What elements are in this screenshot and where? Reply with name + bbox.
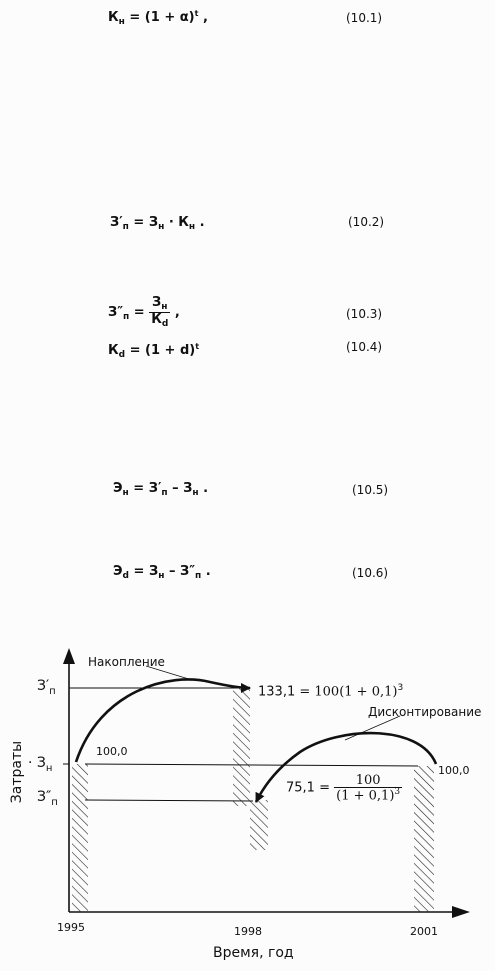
y-tick-zp-prime: $З'_п$ xyxy=(37,678,56,697)
hatch-bar-1998-bottom xyxy=(250,800,268,850)
eq5-lhs-sub: н xyxy=(122,488,129,498)
eq6-rhs-sub: н xyxy=(158,571,165,581)
eq1-rhs: = (1 + α) xyxy=(129,10,195,25)
eq3-frac-top: З xyxy=(152,295,162,310)
eq4-rhs-sup: t xyxy=(195,342,200,351)
eq2-lhs: З′ xyxy=(110,215,123,230)
eq3-number: (10.3) xyxy=(346,307,383,321)
eq1-lhs-sub: н xyxy=(118,17,125,27)
eq2-rhs-sub: н xyxy=(158,222,165,232)
eq1-rhs-sup: t xyxy=(194,9,199,18)
eq1-number: (10.1) xyxy=(346,11,383,25)
y-axis-label: Затраты xyxy=(9,740,26,804)
label-accumulation: Накопление xyxy=(88,655,165,669)
eq6-rhs: = З xyxy=(133,564,159,579)
eq5-number: (10.5) xyxy=(352,483,389,497)
eq1-tail: , xyxy=(202,10,208,25)
y-tick-zp-double-prime: $З''_п$ xyxy=(37,789,58,808)
eq2-lhs-sub: п xyxy=(122,222,129,232)
eq3-lhs: З″ xyxy=(108,305,124,320)
eq6-lhs: Э xyxy=(113,564,123,579)
equation-10-3: $З''_п$ = $\frac{З_н}{К_d}$ , xyxy=(108,295,180,329)
x-tick-1998: 1998 xyxy=(234,925,262,938)
eq3-tail: , xyxy=(174,305,180,320)
eq2-rhs2: · К xyxy=(168,215,189,230)
eq1-lhs: К xyxy=(108,10,119,25)
eq3-frac-bot: К xyxy=(151,312,162,327)
x-tick-2001: 2001 xyxy=(410,925,438,938)
eq5-rhs2: – З xyxy=(172,481,193,496)
eq2-number: (10.2) xyxy=(348,215,385,229)
value-base-right: 100,0 xyxy=(438,764,470,777)
y-axis-arrowhead xyxy=(63,648,75,664)
eq3-lhs-sub: п xyxy=(123,312,130,322)
x-tick-1995: 1995 xyxy=(57,921,85,934)
eq5-rhs-sub: п xyxy=(161,488,168,498)
eq6-number: (10.6) xyxy=(352,566,389,580)
eq6-lhs-sub: d xyxy=(122,571,129,581)
eq5-tail: . xyxy=(203,481,209,496)
x-axis-label: Время, год xyxy=(213,945,294,961)
discounting-leader xyxy=(345,716,400,740)
eq2-rhs2-sub: н xyxy=(188,222,196,232)
label-discounting: Дисконтирование xyxy=(368,705,482,719)
value-base-left: 100,0 xyxy=(96,745,128,758)
hatch-bar-1998-top xyxy=(233,688,250,806)
y-tick-zn-label: · $З_н$ xyxy=(28,755,53,774)
eq5-rhs2-sub: н xyxy=(192,488,199,498)
eq4-lhs-sub: d xyxy=(118,350,126,360)
eq4-number: (10.4) xyxy=(346,340,383,354)
eq2-rhs: = З xyxy=(133,215,159,230)
eq2-tail: . xyxy=(199,215,205,230)
x-axis-arrowhead xyxy=(452,906,470,918)
formula-discount: 75,1 = $\frac{100}{(1 + 0,1)^3}$ xyxy=(286,773,401,804)
formula-compound: $133,1 = 100(1 + 0,1)^3$ xyxy=(258,683,404,700)
level-line-zp-double-prime xyxy=(85,800,253,801)
eq3-frac-top-sub: н xyxy=(161,302,168,312)
eq4-rhs: = (1 + d) xyxy=(129,343,196,358)
hatch-bar-2001 xyxy=(414,766,434,912)
eq6-rhs2: – З″ xyxy=(168,564,196,579)
eq5-lhs: Э xyxy=(113,481,123,496)
eq6-rhs2-sub: п xyxy=(195,571,202,581)
hatch-bar-1995 xyxy=(72,764,88,912)
level-line-zn xyxy=(85,764,418,766)
eq3-frac-bot-sub: d xyxy=(161,319,169,329)
eq4-lhs: К xyxy=(108,343,119,358)
eq6-tail: . xyxy=(205,564,211,579)
formula-discount-fraction: $\frac{100}{(1 + 0,1)^3}$ xyxy=(336,773,401,804)
eq5-rhs: = З′ xyxy=(133,481,162,496)
